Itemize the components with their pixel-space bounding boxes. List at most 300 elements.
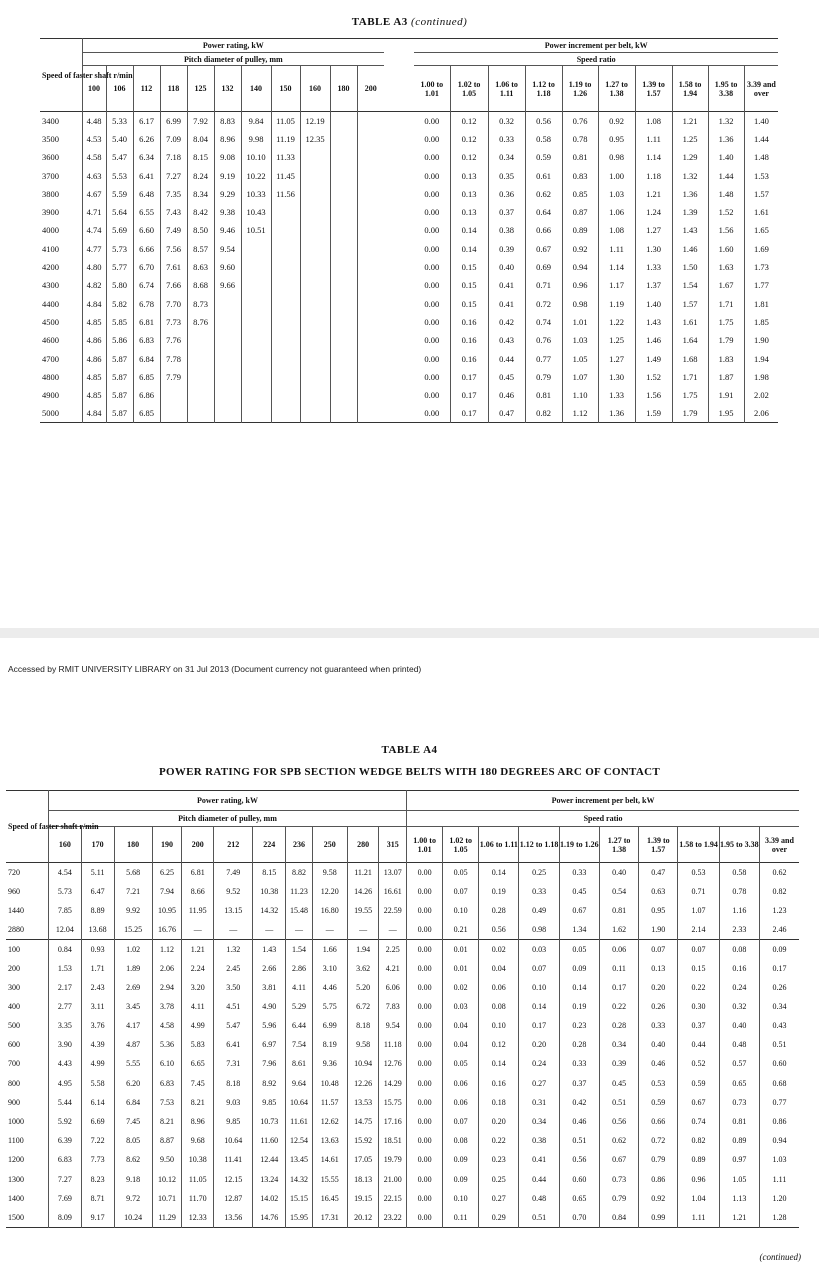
power-rating-cell: 4.51: [214, 997, 253, 1016]
power-rating-cell: [271, 313, 300, 331]
power-increment-cell: 1.07: [678, 901, 719, 920]
table-a4-power-rating-header: Power rating, kW: [48, 791, 406, 811]
table-a3-speed-ratio-header-cell: 3.39 and over: [744, 66, 778, 112]
power-rating-cell: [330, 203, 357, 221]
row-speed-cell: 500: [8, 1021, 20, 1031]
power-increment-cell: 0.14: [450, 240, 488, 258]
power-rating-cell: 6.74: [133, 276, 160, 294]
power-increment-cell: 1.75: [708, 313, 744, 331]
power-increment-cell: 0.17: [450, 368, 488, 386]
power-increment-cell: 0.00: [407, 1189, 443, 1208]
power-increment-cell: 0.00: [424, 335, 440, 346]
power-increment-cell: 1.43: [635, 313, 672, 331]
power-rating-cell: 8.83: [214, 112, 241, 130]
power-increment-cell: 1.60: [708, 240, 744, 258]
power-increment-cell: 0.95: [639, 901, 678, 920]
power-rating-cell: [271, 240, 300, 258]
power-rating-cell: 10.95: [152, 901, 182, 920]
table-row: [6, 939, 799, 958]
power-increment-cell: 0.62: [759, 863, 799, 882]
power-increment-cell: 0.62: [525, 185, 562, 203]
power-rating-cell: 4.46: [312, 978, 347, 997]
power-increment-cell: 1.56: [635, 386, 672, 404]
column-gap: [384, 185, 414, 203]
power-rating-cell: 5.87: [106, 404, 133, 422]
power-rating-cell: 10.48: [312, 1074, 347, 1093]
power-rating-cell: [330, 166, 357, 184]
power-increment-cell: 0.00: [424, 280, 440, 291]
power-rating-cell: 11.41: [214, 1150, 253, 1169]
power-increment-cell: 0.73: [719, 1093, 759, 1112]
power-increment-cell: 0.05: [443, 1054, 479, 1073]
power-rating-cell: 13.45: [286, 1150, 312, 1169]
power-rating-cell: 16.80: [312, 901, 347, 920]
power-rating-cell: 4.53: [82, 130, 106, 148]
power-increment-cell: 0.61: [525, 166, 562, 184]
power-increment-cell: 0.44: [678, 1035, 719, 1054]
column-gap: [384, 203, 414, 221]
power-increment-cell: 0.78: [719, 882, 759, 901]
power-increment-cell: 0.06: [479, 978, 519, 997]
power-rating-cell: 14.32: [286, 1170, 312, 1189]
row-speed-cell: 4800: [42, 371, 59, 382]
power-rating-cell: 4.99: [81, 1054, 114, 1073]
table-a4-pitch-diameter-header: 250: [312, 827, 347, 863]
power-increment-cell: 0.08: [719, 939, 759, 958]
power-increment-cell: 1.23: [759, 901, 799, 920]
row-speed-cell: 5000: [42, 408, 59, 419]
power-rating-cell: 7.56: [160, 240, 187, 258]
power-rating-cell: 5.29: [286, 997, 312, 1016]
power-increment-cell: 1.28: [759, 1208, 799, 1227]
power-increment-cell: 1.75: [672, 386, 708, 404]
power-increment-cell: 0.41: [519, 1150, 559, 1169]
power-increment-cell: 2.33: [719, 920, 759, 939]
power-increment-cell: 0.54: [599, 882, 638, 901]
power-increment-cell: 0.56: [599, 1112, 638, 1131]
power-rating-cell: 14.61: [312, 1150, 347, 1169]
power-increment-cell: 0.46: [488, 386, 525, 404]
row-speed-cell: 1500: [8, 1212, 24, 1222]
power-rating-cell: 6.41: [133, 166, 160, 184]
table-a4-pitch-diameter-header: 315: [379, 827, 407, 863]
power-increment-cell: 0.28: [559, 1035, 599, 1054]
power-increment-cell: 0.00: [424, 133, 440, 144]
table-a3-pitch-diameter-header: 118: [160, 66, 187, 112]
power-increment-cell: 0.22: [599, 997, 638, 1016]
power-increment-cell: 1.73: [744, 258, 778, 276]
power-rating-cell: 8.82: [286, 863, 312, 882]
power-rating-cell: 9.68: [182, 1131, 214, 1150]
power-increment-cell: 1.11: [759, 1170, 799, 1189]
power-rating-cell: 1.02: [114, 939, 152, 958]
power-increment-cell: 1.16: [719, 901, 759, 920]
power-increment-cell: 0.34: [488, 148, 525, 166]
table-row: [6, 1074, 799, 1093]
power-rating-cell: 4.85: [82, 313, 106, 331]
power-increment-cell: 0.00: [424, 188, 440, 199]
power-increment-cell: 0.26: [639, 997, 678, 1016]
power-increment-cell: 0.04: [443, 1016, 479, 1035]
power-increment-cell: 0.76: [562, 112, 598, 130]
table-a3: [40, 38, 778, 423]
power-rating-cell: 23.22: [379, 1208, 407, 1227]
power-increment-cell: 1.44: [708, 166, 744, 184]
power-rating-cell: 11.19: [271, 130, 300, 148]
table-a4-pitch-diameter-header: 224: [253, 827, 286, 863]
table-a4-pitch-diameter-header: 180: [114, 827, 152, 863]
power-increment-cell: 0.51: [599, 1093, 638, 1112]
table-row: [6, 1189, 799, 1208]
power-rating-cell: [271, 294, 300, 312]
power-rating-cell: 1.94: [347, 939, 379, 958]
power-increment-cell: 0.00: [407, 1150, 443, 1169]
power-rating-cell: 6.78: [133, 294, 160, 312]
power-rating-cell: [241, 331, 271, 349]
power-increment-cell: 0.92: [598, 112, 635, 130]
power-rating-cell: [330, 386, 357, 404]
row-speed-cell: 900: [8, 1097, 20, 1107]
power-rating-cell: [300, 203, 330, 221]
power-rating-cell: 5.40: [106, 130, 133, 148]
power-rating-cell: 0.93: [81, 939, 114, 958]
power-increment-cell: 0.07: [639, 939, 678, 958]
power-rating-cell: 14.75: [347, 1112, 379, 1131]
power-rating-cell: 8.87: [152, 1131, 182, 1150]
power-rating-cell: 5.55: [114, 1054, 152, 1073]
power-increment-cell: 1.98: [744, 368, 778, 386]
power-increment-cell: 0.17: [599, 978, 638, 997]
power-rating-cell: 2.86: [286, 958, 312, 977]
power-increment-cell: 1.36: [708, 130, 744, 148]
power-rating-cell: 2.94: [152, 978, 182, 997]
power-rating-cell: 5.44: [48, 1093, 81, 1112]
power-rating-cell: [214, 368, 241, 386]
power-rating-cell: 7.66: [160, 276, 187, 294]
table-a3-pitch-diameter-header: 100: [82, 66, 106, 112]
table-a4-subtitle: POWER RATING FOR SPB SECTION WEDGE BELTS WITH 180 DEGREES ARC OF CONTACT: [158, 766, 660, 778]
power-rating-cell: 6.47: [81, 882, 114, 901]
table-row: [6, 1093, 799, 1112]
power-rating-cell: 6.81: [133, 313, 160, 331]
power-increment-cell: 0.33: [488, 130, 525, 148]
power-rating-cell: 9.17: [81, 1208, 114, 1227]
power-rating-cell: 6.34: [133, 148, 160, 166]
power-rating-cell: 10.12: [152, 1170, 182, 1189]
power-rating-cell: 2.25: [379, 939, 407, 958]
power-rating-cell: [271, 368, 300, 386]
power-rating-cell: [330, 276, 357, 294]
power-increment-cell: 0.56: [525, 112, 562, 130]
power-rating-cell: 8.61: [286, 1054, 312, 1073]
power-increment-cell: 1.94: [744, 349, 778, 367]
power-rating-cell: [271, 386, 300, 404]
access-note: Accessed by RMIT UNIVERSITY LIBRARY on 31 Jul 2013 (Document currency not guaranteed when printed): [8, 664, 422, 674]
power-rating-cell: 11.29: [152, 1208, 182, 1227]
power-increment-cell: 0.05: [443, 863, 479, 882]
power-rating-cell: 4.63: [82, 166, 106, 184]
power-rating-cell: [330, 368, 357, 386]
power-rating-cell: 3.11: [81, 997, 114, 1016]
power-increment-cell: 1.36: [672, 185, 708, 203]
power-rating-cell: 15.95: [286, 1208, 312, 1227]
table-a3-speed-ratio-header-cell: 1.12 to 1.18: [525, 66, 562, 112]
power-rating-cell: 7.49: [214, 863, 253, 882]
power-rating-cell: [187, 404, 214, 422]
power-rating-cell: 5.11: [81, 863, 114, 882]
power-rating-cell: 12.44: [253, 1150, 286, 1169]
power-increment-cell: 1.43: [672, 221, 708, 239]
power-increment-cell: 0.00: [424, 298, 440, 309]
power-increment-cell: 0.42: [559, 1093, 599, 1112]
power-rating-cell: 6.10: [152, 1054, 182, 1073]
power-increment-cell: 0.00: [407, 1170, 443, 1189]
table-a3-power-rating-header: Power rating, kW: [82, 39, 384, 53]
power-rating-cell: 8.09: [48, 1208, 81, 1227]
power-rating-cell: [214, 331, 241, 349]
power-increment-cell: 0.78: [562, 130, 598, 148]
power-increment-cell: 1.37: [635, 276, 672, 294]
power-increment-cell: 0.00: [407, 1093, 443, 1112]
table-row: [40, 148, 778, 166]
power-increment-cell: 0.00: [424, 225, 440, 236]
power-increment-cell: 0.16: [450, 313, 488, 331]
power-rating-cell: 9.92: [114, 901, 152, 920]
power-increment-cell: 0.44: [519, 1170, 559, 1189]
power-increment-cell: 0.22: [678, 978, 719, 997]
power-increment-cell: 1.00: [598, 166, 635, 184]
power-rating-cell: [330, 294, 357, 312]
power-increment-cell: 0.00: [407, 920, 443, 939]
power-rating-cell: 3.45: [114, 997, 152, 1016]
power-rating-cell: 7.83: [379, 997, 407, 1016]
power-rating-cell: 12.76: [379, 1054, 407, 1073]
power-increment-cell: 0.67: [599, 1150, 638, 1169]
power-rating-cell: 14.29: [379, 1074, 407, 1093]
power-increment-cell: 0.10: [443, 1189, 479, 1208]
power-increment-cell: 0.76: [525, 331, 562, 349]
power-rating-cell: 8.63: [187, 258, 214, 276]
power-increment-cell: 0.05: [559, 939, 599, 958]
power-increment-cell: 1.11: [635, 130, 672, 148]
power-rating-cell: 15.48: [286, 901, 312, 920]
table-a4-increment-header: Power increment per belt, kW: [407, 791, 799, 811]
power-increment-cell: 1.19: [598, 294, 635, 312]
power-increment-cell: 0.53: [639, 1074, 678, 1093]
power-rating-cell: 5.87: [106, 349, 133, 367]
power-rating-cell: 5.96: [253, 1016, 286, 1035]
table-a4-pitch-diameter-header: 236: [286, 827, 312, 863]
power-increment-cell: 1.67: [708, 276, 744, 294]
power-rating-cell: 7.92: [187, 112, 214, 130]
power-rating-cell: [214, 349, 241, 367]
table-row: [6, 863, 799, 882]
power-increment-cell: 1.05: [719, 1170, 759, 1189]
power-increment-cell: 0.72: [639, 1131, 678, 1150]
power-increment-cell: 1.50: [672, 258, 708, 276]
table-a4-speed-ratio-header-cell: 1.12 to 1.18: [519, 827, 559, 863]
power-increment-cell: 0.39: [599, 1054, 638, 1073]
table-a4-speed-ratio-header-cell: 1.39 to 1.57: [639, 827, 678, 863]
power-increment-cell: 1.34: [559, 920, 599, 939]
power-increment-cell: 1.46: [672, 240, 708, 258]
power-increment-cell: 1.10: [562, 386, 598, 404]
table-row: [40, 349, 778, 367]
power-increment-cell: 1.33: [635, 258, 672, 276]
power-increment-cell: 0.25: [479, 1170, 519, 1189]
power-increment-cell: 0.82: [678, 1131, 719, 1150]
power-increment-cell: 0.03: [443, 997, 479, 1016]
power-increment-cell: 0.37: [678, 1016, 719, 1035]
power-rating-cell: [241, 313, 271, 331]
row-speed-cell: 4100: [42, 243, 59, 254]
power-increment-cell: 0.04: [443, 1035, 479, 1054]
power-increment-cell: 0.58: [525, 130, 562, 148]
power-rating-cell: 13.68: [81, 920, 114, 939]
power-rating-cell: 5.80: [106, 276, 133, 294]
power-rating-cell: 10.43: [241, 203, 271, 221]
power-rating-cell: 1.66: [312, 939, 347, 958]
power-increment-cell: 0.09: [443, 1170, 479, 1189]
row-speed-cell: 1440: [8, 905, 24, 915]
table-row: [40, 221, 778, 239]
power-rating-cell: [330, 221, 357, 239]
power-rating-cell: 13.56: [214, 1208, 253, 1227]
power-rating-cell: 4.43: [48, 1054, 81, 1073]
power-rating-cell: 9.85: [253, 1093, 286, 1112]
row-speed-cell: 600: [8, 1040, 20, 1050]
power-increment-cell: 0.00: [407, 1035, 443, 1054]
power-rating-cell: 4.86: [82, 331, 106, 349]
table-a4-speed-ratio-header-cell: 1.00 to 1.01: [407, 827, 443, 863]
power-increment-cell: 1.90: [639, 920, 678, 939]
table-row: [40, 258, 778, 276]
power-rating-cell: 6.55: [133, 203, 160, 221]
power-increment-cell: 1.17: [598, 276, 635, 294]
power-increment-cell: 0.08: [443, 1131, 479, 1150]
power-rating-cell: 8.21: [182, 1093, 214, 1112]
power-increment-cell: 1.49: [635, 349, 672, 367]
power-increment-cell: 0.30: [678, 997, 719, 1016]
row-speed-cell: 4000: [42, 225, 59, 236]
power-increment-cell: 0.00: [407, 882, 443, 901]
column-gap: [384, 294, 414, 312]
power-increment-cell: 0.33: [639, 1016, 678, 1035]
power-rating-cell: 22.59: [379, 901, 407, 920]
power-rating-cell: [271, 404, 300, 422]
table-a3-pitch-diameter-header: 106: [106, 66, 133, 112]
power-rating-cell: —: [347, 920, 379, 939]
power-increment-cell: 0.40: [599, 863, 638, 882]
power-rating-cell: 10.38: [253, 882, 286, 901]
table-row: [40, 112, 778, 130]
power-rating-cell: 9.85: [214, 1112, 253, 1131]
row-speed-cell: 4500: [42, 316, 59, 327]
power-increment-cell: 0.81: [719, 1112, 759, 1131]
power-rating-cell: [330, 349, 357, 367]
power-increment-cell: 0.13: [450, 185, 488, 203]
power-increment-cell: 0.60: [759, 1054, 799, 1073]
power-increment-cell: 1.59: [635, 404, 672, 422]
row-speed-cell: 800: [8, 1078, 20, 1088]
power-increment-cell: 0.16: [479, 1074, 519, 1093]
power-rating-cell: [330, 112, 357, 130]
power-rating-cell: [300, 313, 330, 331]
power-rating-cell: —: [214, 920, 253, 939]
power-rating-cell: 0.84: [48, 939, 81, 958]
power-increment-cell: 0.16: [719, 958, 759, 977]
power-increment-cell: 1.68: [672, 349, 708, 367]
power-rating-cell: 9.03: [214, 1093, 253, 1112]
power-rating-cell: 5.77: [106, 258, 133, 276]
power-increment-cell: 0.66: [525, 221, 562, 239]
table-row: [6, 882, 799, 901]
row-speed-cell: 4700: [42, 353, 59, 364]
power-rating-cell: [300, 185, 330, 203]
power-rating-cell: 7.73: [81, 1150, 114, 1169]
table-row: [6, 920, 799, 939]
power-increment-cell: 0.63: [639, 882, 678, 901]
power-increment-cell: 1.33: [598, 386, 635, 404]
power-rating-cell: 9.52: [214, 882, 253, 901]
power-rating-cell: 12.26: [347, 1074, 379, 1093]
power-rating-cell: 18.13: [347, 1170, 379, 1189]
power-increment-cell: 0.27: [519, 1074, 559, 1093]
table-a3-pitch-diameter-header: 180: [330, 66, 357, 112]
table-row: [6, 1035, 799, 1054]
table-a4-pitch-diameter-header: 190: [152, 827, 182, 863]
power-increment-cell: 0.89: [562, 221, 598, 239]
power-rating-cell: [330, 258, 357, 276]
power-rating-cell: 16.61: [379, 882, 407, 901]
power-increment-cell: 1.40: [635, 294, 672, 312]
power-rating-cell: 7.54: [286, 1035, 312, 1054]
power-rating-cell: 5.92: [48, 1112, 81, 1131]
power-increment-cell: 1.21: [635, 185, 672, 203]
power-rating-cell: 8.89: [81, 901, 114, 920]
power-increment-cell: 0.32: [488, 112, 525, 130]
row-speed-cell: 3700: [42, 170, 59, 181]
power-rating-cell: 9.18: [114, 1170, 152, 1189]
power-increment-cell: 0.06: [599, 939, 638, 958]
power-rating-cell: 12.62: [312, 1112, 347, 1131]
power-increment-cell: 0.86: [639, 1170, 678, 1189]
power-increment-cell: 1.03: [562, 331, 598, 349]
power-rating-cell: 6.20: [114, 1074, 152, 1093]
power-rating-cell: [357, 148, 384, 166]
power-increment-cell: 0.14: [479, 1054, 519, 1073]
power-rating-cell: [187, 368, 214, 386]
power-increment-cell: 0.28: [599, 1016, 638, 1035]
row-speed-cell: 3400: [42, 115, 59, 126]
page-top: [0, 0, 819, 632]
power-rating-cell: 2.45: [214, 958, 253, 977]
power-rating-cell: [300, 258, 330, 276]
power-increment-cell: 0.33: [559, 1054, 599, 1073]
power-increment-cell: 1.91: [708, 386, 744, 404]
power-rating-cell: [187, 349, 214, 367]
power-rating-cell: 7.94: [152, 882, 182, 901]
power-rating-cell: [214, 386, 241, 404]
power-rating-cell: 10.94: [347, 1054, 379, 1073]
power-increment-cell: 0.94: [562, 258, 598, 276]
table-row: [40, 404, 778, 422]
power-increment-cell: 0.00: [424, 371, 440, 382]
power-increment-cell: 1.79: [708, 331, 744, 349]
power-increment-cell: 1.39: [672, 203, 708, 221]
column-gap: [384, 221, 414, 239]
row-speed-cell: 4600: [42, 335, 59, 346]
